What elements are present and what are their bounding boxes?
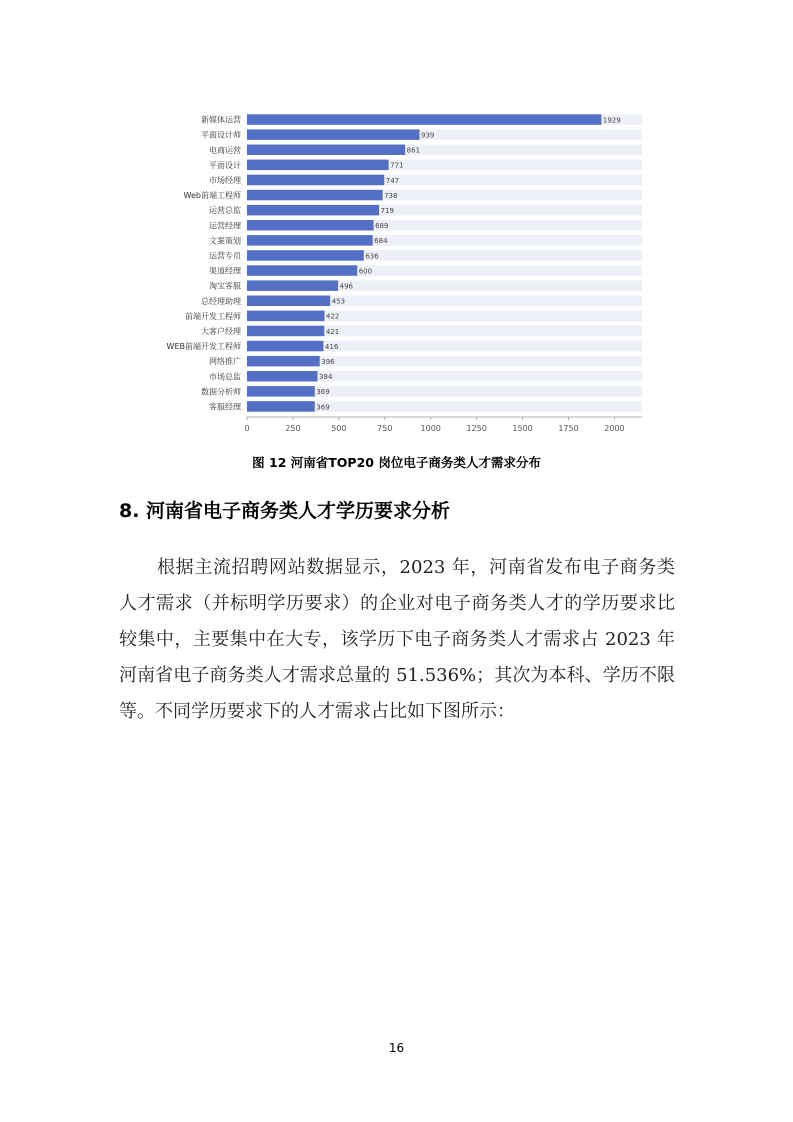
bar [247, 371, 318, 382]
category-label: 数据分析师 [201, 387, 241, 397]
bar-chart [150, 104, 660, 436]
x-tick-label: 500 [331, 424, 347, 433]
data-label: 496 [339, 282, 354, 291]
data-label: 861 [406, 146, 421, 155]
section-heading: 8. 河南省电子商务类人才学历要求分析 [119, 500, 451, 522]
bar [247, 160, 389, 171]
bar [247, 235, 373, 246]
bar [247, 401, 315, 412]
data-label: 369 [316, 388, 330, 397]
bar [247, 326, 324, 337]
page-number: 16 [388, 1041, 405, 1055]
data-label: 771 [390, 161, 404, 170]
data-label: 384 [319, 373, 333, 382]
bar [247, 114, 601, 125]
data-label: 422 [326, 312, 340, 321]
bar [247, 250, 364, 261]
x-tick-label: 1000 [420, 424, 441, 433]
data-label: 636 [365, 252, 379, 261]
data-label: 939 [421, 131, 435, 140]
x-tick-label: 0 [244, 424, 250, 433]
bar [247, 205, 379, 216]
bar [247, 386, 315, 397]
x-tick-label: 750 [377, 424, 393, 433]
data-label: 747 [385, 176, 400, 185]
category-label: 电商运营 [209, 145, 241, 155]
category-label: Web前端工程师 [183, 191, 241, 201]
bar [247, 220, 374, 231]
data-label: 421 [325, 327, 340, 336]
category-label: WEB前端开发工程师 [166, 342, 241, 352]
category-label: 总经理助理 [201, 296, 241, 306]
x-tick-label: 2000 [604, 424, 625, 433]
bar [247, 145, 405, 156]
data-label: 738 [384, 191, 398, 200]
category-label: 平面设计师 [201, 130, 241, 140]
x-tick-label: 1750 [558, 424, 579, 433]
category-label: 运营经理 [209, 221, 241, 231]
body-paragraph: 根据主流招聘网站数据显示，2023 年，河南省发布电子商务类人才需求（并标明学历要求）的企业对电子商务类人才的学历要求比较集中，主要集中在大专，该学历下电子商务类人才需求占 2023 年河南省电子商务类人才需求总量的 51.536%；其次为本科、学历不限等。不同学历要求下的人才需求占比如下图所示： [119, 557, 675, 722]
bar [247, 175, 384, 186]
category-label: 大客户经理 [201, 326, 241, 336]
data-label: 1929 [602, 116, 621, 125]
bar [247, 356, 320, 367]
x-tick-label: 1250 [466, 424, 487, 433]
category-label: 前端开发工程师 [185, 311, 241, 321]
data-label: 396 [321, 357, 335, 366]
data-label: 369 [316, 403, 330, 412]
data-label: 719 [380, 206, 394, 215]
bar [247, 341, 323, 352]
category-label: 文案策划 [209, 236, 241, 246]
bar [247, 190, 383, 201]
category-label: 运营总监 [209, 206, 241, 216]
data-label: 416 [324, 342, 339, 351]
category-label: 客服经理 [209, 402, 241, 412]
bar [247, 265, 357, 276]
category-label: 淘宝客服 [209, 281, 241, 291]
data-label: 689 [375, 222, 389, 231]
x-tick-label: 250 [285, 424, 301, 433]
bar [247, 129, 420, 140]
x-tick-label: 1500 [512, 424, 533, 433]
bar [247, 311, 325, 322]
category-label: 渠道经理 [209, 266, 241, 276]
category-label: 运营专员 [209, 251, 241, 261]
bar [247, 296, 330, 307]
bar [247, 280, 338, 291]
data-label: 600 [358, 267, 373, 276]
data-label: 453 [331, 297, 346, 306]
category-label: 市场总监 [209, 372, 241, 382]
category-label: 平面设计 [209, 160, 241, 170]
category-label: 市场经理 [209, 175, 241, 185]
category-label: 新媒体运营 [201, 115, 241, 125]
data-label: 684 [374, 237, 388, 246]
figure-caption: 图 12 河南省TOP20 岗位电子商务类人才需求分布 [252, 455, 541, 470]
category-label: 网络推广 [209, 357, 241, 367]
